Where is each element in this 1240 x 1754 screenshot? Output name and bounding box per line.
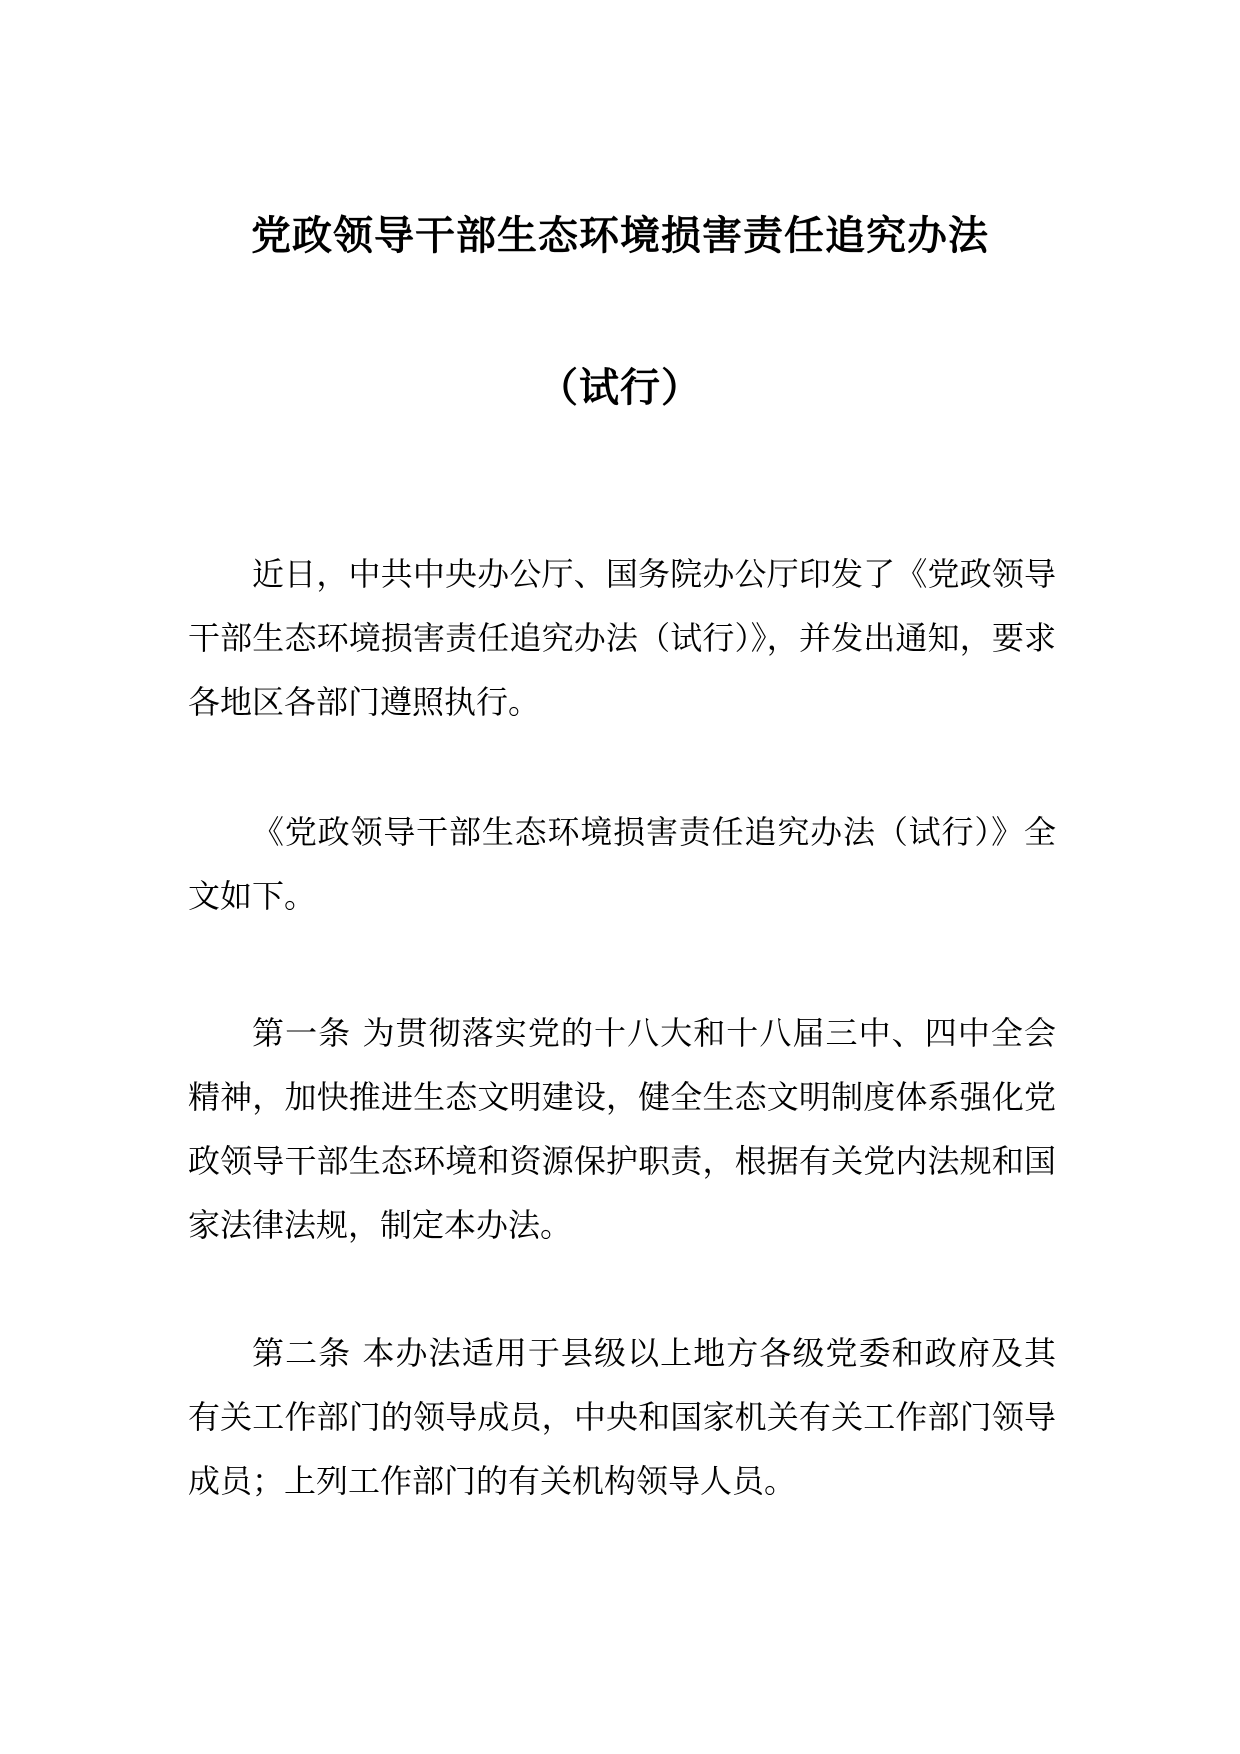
paragraph-article-2: 第二条 本办法适用于县级以上地方各级党委和政府及其有关工作部门的领导成员，中央和国家机关有关工作部门领导成员；上列工作部门的有关机构领导人员。 [188, 1334, 1056, 1500]
paragraph-article-1: 第一条 为贯彻落实党的十八大和十八届三中、四中全会精神，加快推进生态文明建设，健全生态文明制度体系强化党政领导干部生态环境和资源保护职责，根据有关党内法规和国家法律法规，制定本办法。 [188, 1014, 1056, 1244]
paragraph-fulltext-note: 《党政领导干部生态环境损害责任追究办法（试行）》全文如下。 [188, 813, 1056, 915]
paragraph-intro: 近日，中共中央办公厅、国务院办公厅印发了《党政领导干部生态环境损害责任追究办法（试行）》，并发出通知，要求各地区各部门遵照执行。 [188, 555, 1056, 721]
document-title: 党政领导干部生态环境损害责任追究办法 [251, 213, 989, 259]
document-subtitle: （试行） [538, 365, 702, 411]
